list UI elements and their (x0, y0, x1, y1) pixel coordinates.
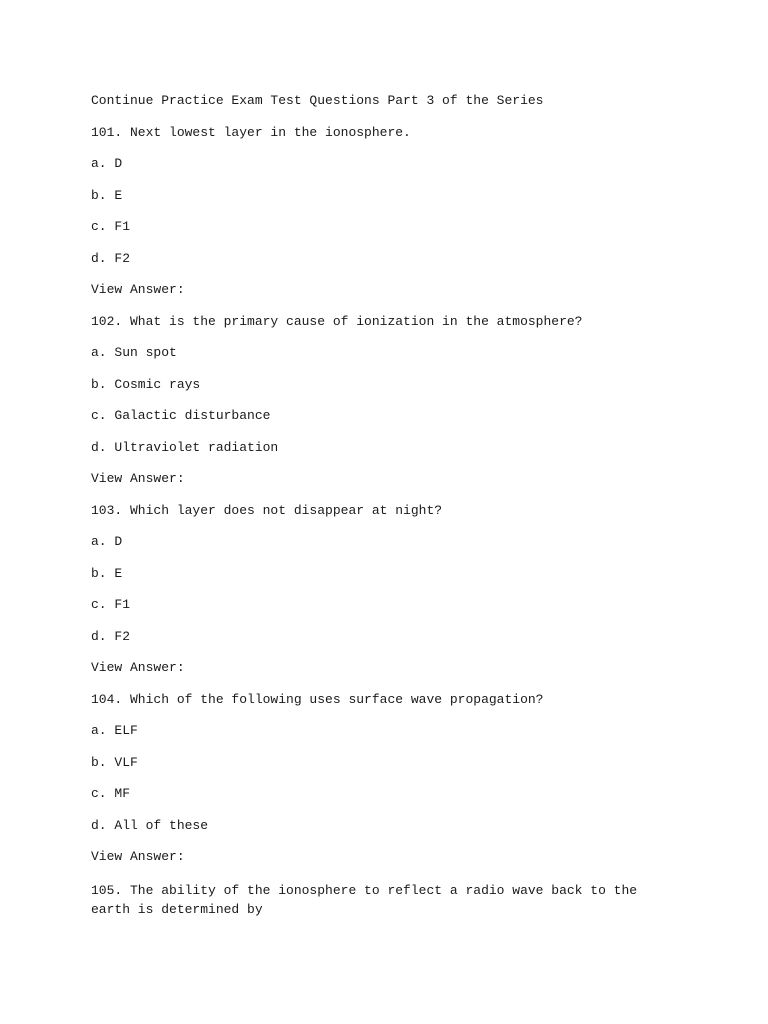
option-101-d: d. F2 (91, 250, 131, 266)
option-102-d: d. Ultraviolet radiation (91, 439, 279, 455)
view-answer-101[interactable]: View Answer: (91, 282, 185, 297)
view-answer-103[interactable]: View Answer: (91, 660, 185, 675)
view-answer-104[interactable]: View Answer: (91, 849, 185, 864)
option-104-a: a. ELF (91, 723, 138, 738)
option-103-c: c. F1 (91, 597, 131, 612)
option-101-c: c. F1 (91, 219, 131, 234)
document-page (91, 93, 691, 919)
option-103-a: a. D (91, 534, 123, 549)
question-103: 103. Which layer does not disappear at night? (91, 502, 443, 518)
option-103-d: d. F2 (91, 628, 131, 644)
option-104-d: d. All of these (91, 817, 209, 833)
question-101: 101. Next lowest layer in the ionosphere. (91, 124, 411, 140)
option-102-c: c. Galactic disturbance (91, 408, 271, 423)
question-105: 105. The ability of the ionosphere to reflect a radio wave back to the earth is determined by (91, 882, 638, 917)
view-answer-102[interactable]: View Answer: (91, 471, 185, 486)
option-102-b: b. Cosmic rays (91, 376, 201, 392)
option-103-b: b. E (91, 565, 123, 581)
option-101-a: a. D (91, 156, 123, 171)
option-102-a: a. Sun spot (91, 345, 177, 360)
option-104-b: b. VLF (91, 754, 138, 770)
question-104: 104. Which of the following uses surface wave propagation? (91, 691, 544, 707)
option-104-c: c. MF (91, 786, 131, 801)
question-102: 102. What is the primary cause of ionization in the atmosphere? (91, 313, 583, 329)
option-101-b: b. E (91, 187, 123, 203)
document-title: Continue Practice Exam Test Questions Part 3 of the Series (91, 93, 544, 108)
